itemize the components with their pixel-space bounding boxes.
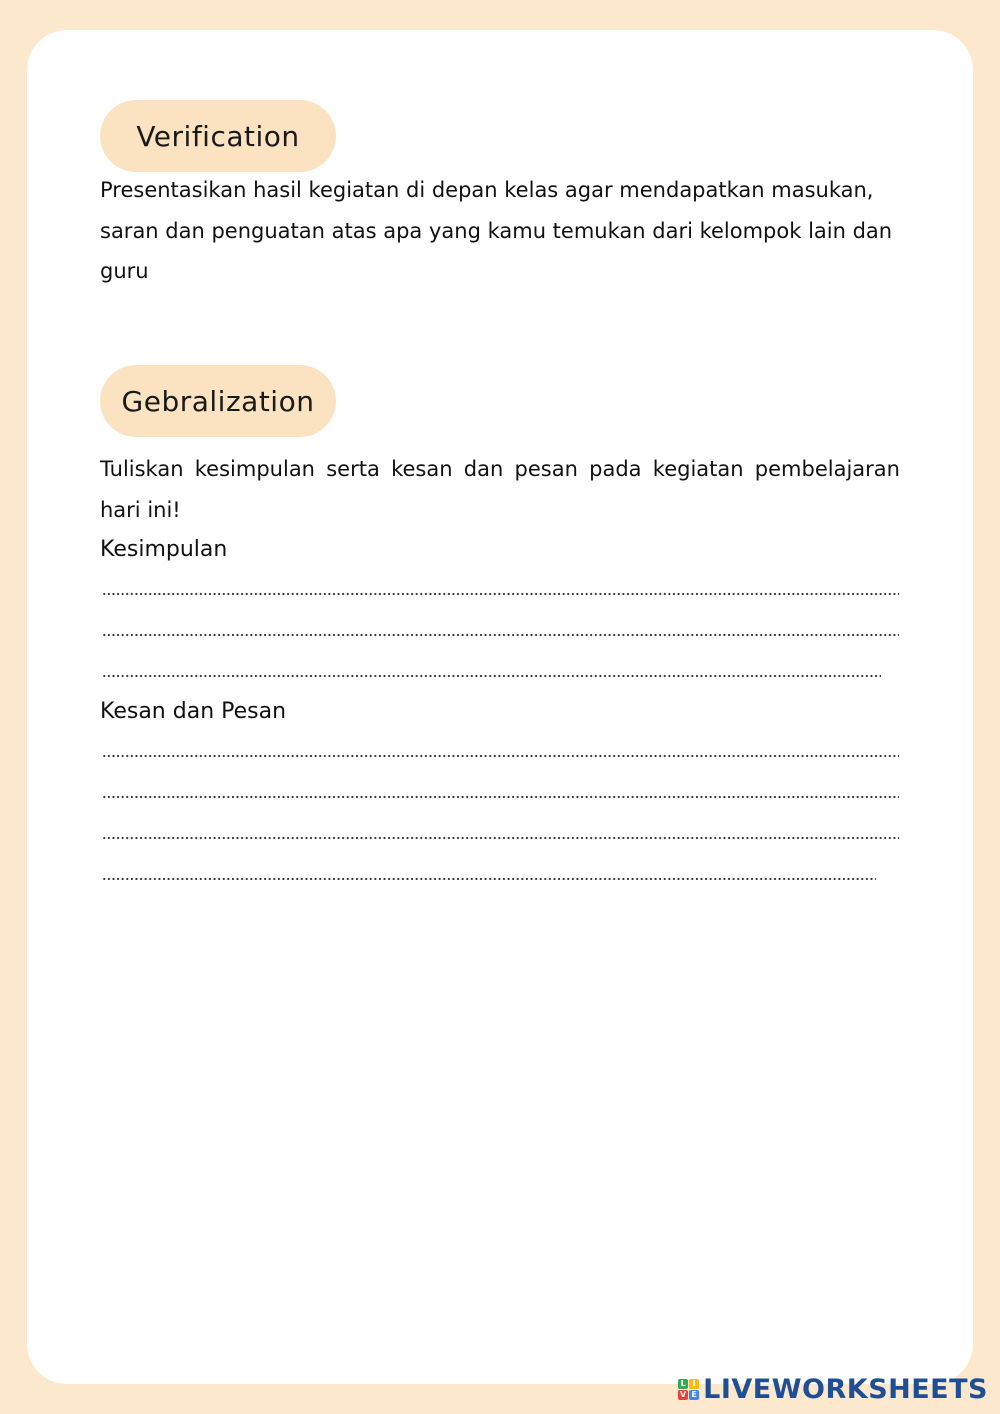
kesimpulan-answer-line-2[interactable]: [102, 633, 899, 637]
verification-instructions: Presentasikan hasil kegiatan di depan kelas agar mendapatkan masukan, saran dan penguatan atas apa yang kamu temukan dari kelompok lain dan guru: [100, 178, 893, 283]
logo-mark-letter: V: [680, 1390, 687, 1399]
verification-heading: Verification: [100, 100, 336, 172]
liveworksheets-mark-icon: [678, 1379, 699, 1400]
kesimpulan-label: Kesimpulan: [100, 537, 228, 562]
generalization-instructions: Tuliskan kesimpulan serta kesan dan pesan pada kegiatan pembelajaran hari ini!: [100, 457, 900, 522]
kesimpulan-answer-line-1[interactable]: [102, 592, 899, 596]
logo-mark-letter: I: [689, 1379, 699, 1389]
logo-mark-letter: E: [689, 1390, 699, 1400]
liveworksheets-logo: [678, 1374, 988, 1405]
generalization-heading: Gebralization: [100, 365, 336, 437]
liveworksheets-wordmark: LIVEWORKSHEETS: [703, 1374, 988, 1405]
kesan-pesan-label: Kesan dan Pesan: [100, 699, 287, 724]
kesan-pesan-answer-line-3[interactable]: [102, 836, 899, 840]
kesan-pesan-answer-line-2[interactable]: [102, 795, 899, 799]
kesimpulan-answer-line-3[interactable]: [102, 674, 881, 678]
logo-mark-letter: L: [678, 1379, 688, 1389]
kesan-pesan-answer-line-4[interactable]: [102, 877, 876, 881]
kesan-pesan-answer-line-1[interactable]: [102, 754, 899, 758]
